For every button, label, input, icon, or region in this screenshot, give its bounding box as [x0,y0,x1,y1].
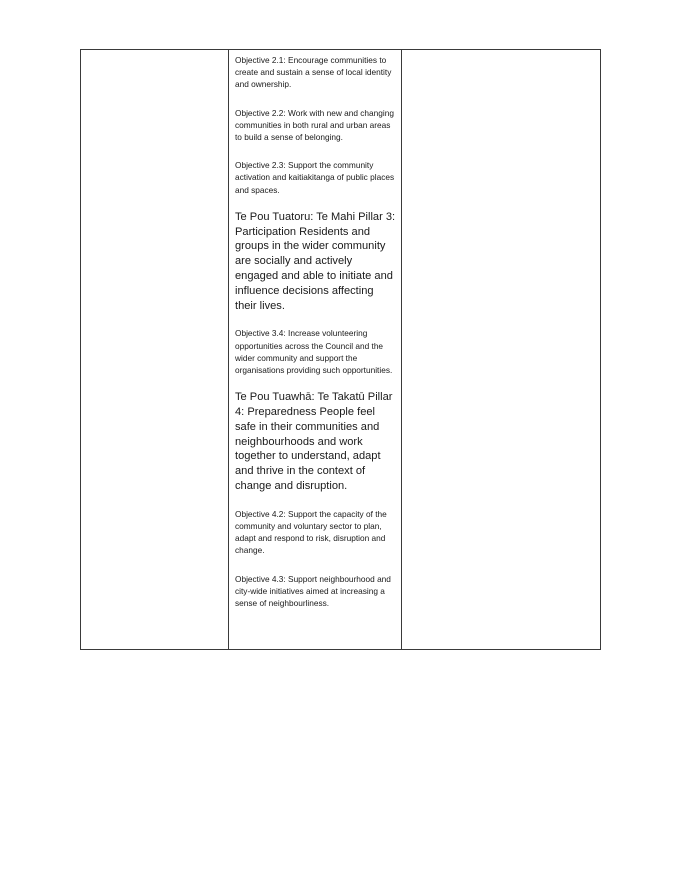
objective-3-4: Objective 3.4: Increase volunteering opportunities across the Council and the wider community and support the organisations providing such opportunities. [235,328,393,376]
pillar-3-heading: Te Pou Tuatoru: Te Mahi Pillar 3: Participation Residents and groups in the wider community are socially and actively engaged and able to initiate and influence decisions affecting their lives. [235,210,396,312]
document-table [80,49,601,650]
table-cell-right [401,50,600,649]
table-cell-objectives [228,50,401,649]
objective-4-2: Objective 4.2: Support the capacity of the community and voluntary sector to plan, adapt and respond to risk, disruption and change. [235,508,387,556]
objective-2-2: Objective 2.2: Work with new and changing communities in both rural and urban areas to build a sense of belonging. [235,107,394,143]
objective-2-3: Objective 2.3: Support the community activation and kaitiakitanga of public places and spaces. [235,160,395,195]
objective-2-1: Objective 2.1: Encourage communities to create and sustain a sense of local identity and ownership. [235,55,392,90]
pillar-4-heading: Te Pou Tuawhā: Te Takatū Pillar 4: Preparedness People feel safe in their communities and neighbourhoods and work together to understand, adapt and thrive in the context of change and disruption. [235,391,393,492]
table-cell-left [81,50,228,649]
objective-4-3: Objective 4.3: Support neighbourhood and city-wide initiatives aimed at increasing a sense of neighbourliness. [235,573,391,609]
